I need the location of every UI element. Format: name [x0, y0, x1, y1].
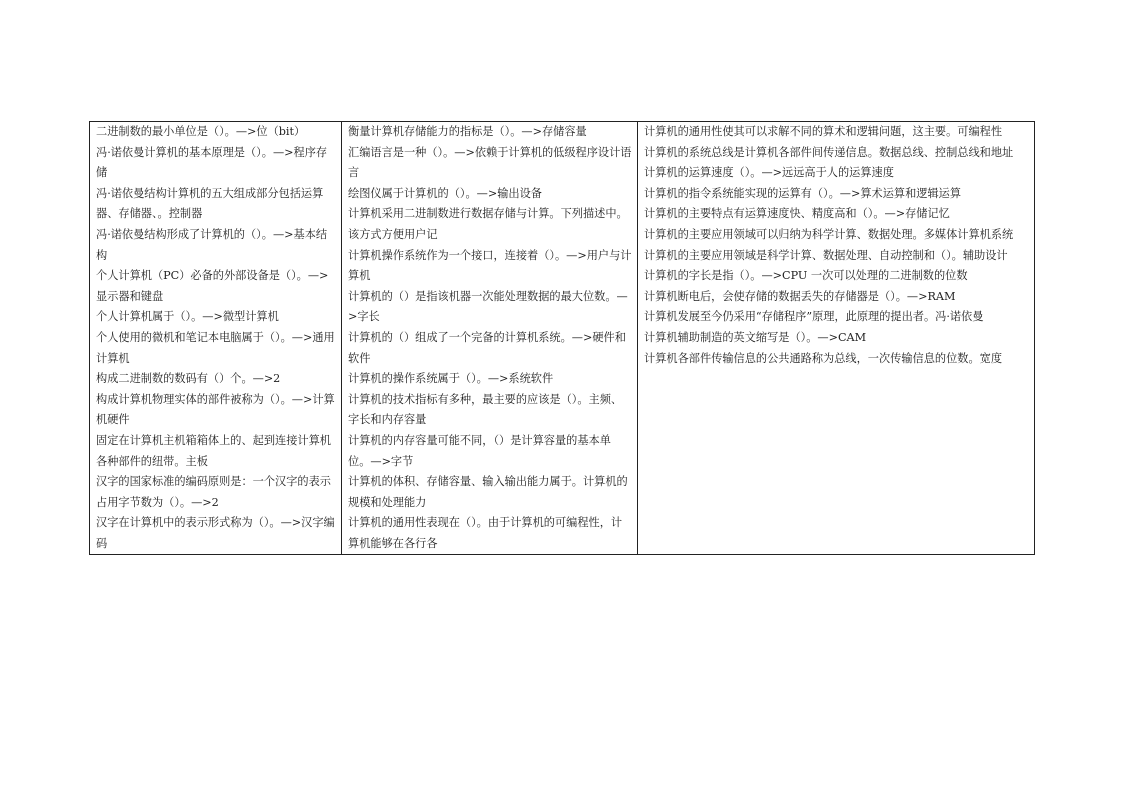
list-item: 计算机的体积、存储容量、输入输出能力属于。计算机的规模和处理能力	[348, 475, 628, 509]
list-item: 计算机采用二进制数进行数据存储与计算。下列描述中。该方式方便用户记	[348, 207, 628, 241]
list-item: 计算机操作系统作为一个接口，连接着（）。—>用户与计算机	[348, 248, 632, 283]
list-item: 个人使用的微机和笔记本电脑属于（）。—>通用计算机	[96, 330, 335, 365]
list-item: 汉字在计算机中的表示形式称为（）。—>汉字编码	[96, 516, 335, 550]
column-2	[342, 122, 638, 555]
list-item: 构成二进制数的数码有（）个。—>2	[96, 372, 281, 386]
list-item: 个人计算机属于（）。—>微型计算机	[96, 310, 279, 324]
list-item: 计算机的通用性使其可以求解不同的算术和逻辑问题，这主要。可编程性	[644, 125, 1003, 138]
list-item: 计算机的主要特点有运算速度快、精度高和（）。—>存储记忆	[644, 207, 950, 221]
list-item: 计算机的（）组成了一个完备的计算机系统。—>硬件和软件	[348, 330, 626, 365]
column-3	[638, 122, 1035, 555]
list-item: 计算机的（）是指该机器一次能处理数据的最大位数。—>字长	[348, 289, 628, 324]
list-item: 冯·诺依曼结构形成了计算机的（）。—>基本结构	[96, 227, 328, 262]
list-item: 计算机的运算速度（）。—>远远高于人的运算速度	[644, 166, 894, 180]
list-item: 计算机各部件传输信息的公共通路称为总线，一次传输信息的位数。宽度	[644, 351, 1003, 365]
list-item: 冯·诺依曼计算机的基本原理是（）。—>程序存储	[96, 145, 328, 180]
list-item: 冯·诺依曼结构计算机的五大组成部分包括运算器、存储器、。控制器	[96, 186, 324, 221]
list-item: 计算机的技术指标有多种，最主要的应该是（）。主频、字长和内存容量	[348, 392, 623, 427]
list-item: 汉字的国家标准的编码原则是：一个汉字的表示占用字节数为（）。—>2	[96, 475, 331, 509]
list-item: 绘图仪属于计算机的（）。—>输出设备	[348, 186, 542, 200]
list-item: 二进制数的最小单位是（）。—>位（bit）	[96, 125, 306, 138]
list-item: 计算机的系统总线是计算机各部件间传递信息。数据总线、控制总线和地址	[644, 145, 1014, 159]
list-item: 计算机的字长是指（）。—>CPU 一次可以处理的二进制数的位数	[644, 269, 968, 283]
list-item: 计算机的主要应用领域可以归纳为科学计算、数据处理。多媒体计算机系统	[644, 227, 1014, 241]
list-item: 计算机的指令系统能实现的运算有（）。—>算术运算和逻辑运算	[644, 186, 962, 200]
table-row	[90, 122, 1035, 555]
list-item: 构成计算机物理实体的部件被称为（）。—>计算机硬件	[96, 392, 335, 427]
list-item: 个人计算机（PC）必备的外部设备是（）。—>显示器和键盘	[96, 269, 329, 303]
list-item: 计算机的操作系统属于（）。—>系统软件	[348, 372, 554, 386]
list-item: 计算机的通用性表现在（）。由于计算机的可编程性，计算机能够在各行各	[348, 516, 623, 550]
list-item: 计算机的内存容量可能不同，（）是计算容量的基本单位。—>字节	[348, 433, 611, 468]
list-item: 计算机辅助制造的英文缩写是（）。—>CAM	[644, 330, 867, 344]
list-item: 固定在计算机主机箱箱体上的、起到连接计算机各种部件的纽带。主板	[96, 433, 331, 468]
list-item: 衡量计算机存储能力的指标是（）。—>存储容量	[348, 125, 587, 138]
list-item: 计算机的主要应用领域是科学计算、数据处理、自动控制和（）。辅助设计	[644, 248, 1008, 262]
qa-table	[89, 121, 1035, 555]
list-item: 计算机发展至今仍采用“存储程序”原理，此原理的提出者。冯·诺依曼	[644, 310, 984, 324]
list-item: 计算机断电后，会使存储的数据丢失的存储器是（）。—>RAM	[644, 289, 956, 303]
list-item: 汇编语言是一种（）。—>依赖于计算机的低级程序设计语言	[348, 145, 632, 180]
column-1	[90, 122, 342, 555]
